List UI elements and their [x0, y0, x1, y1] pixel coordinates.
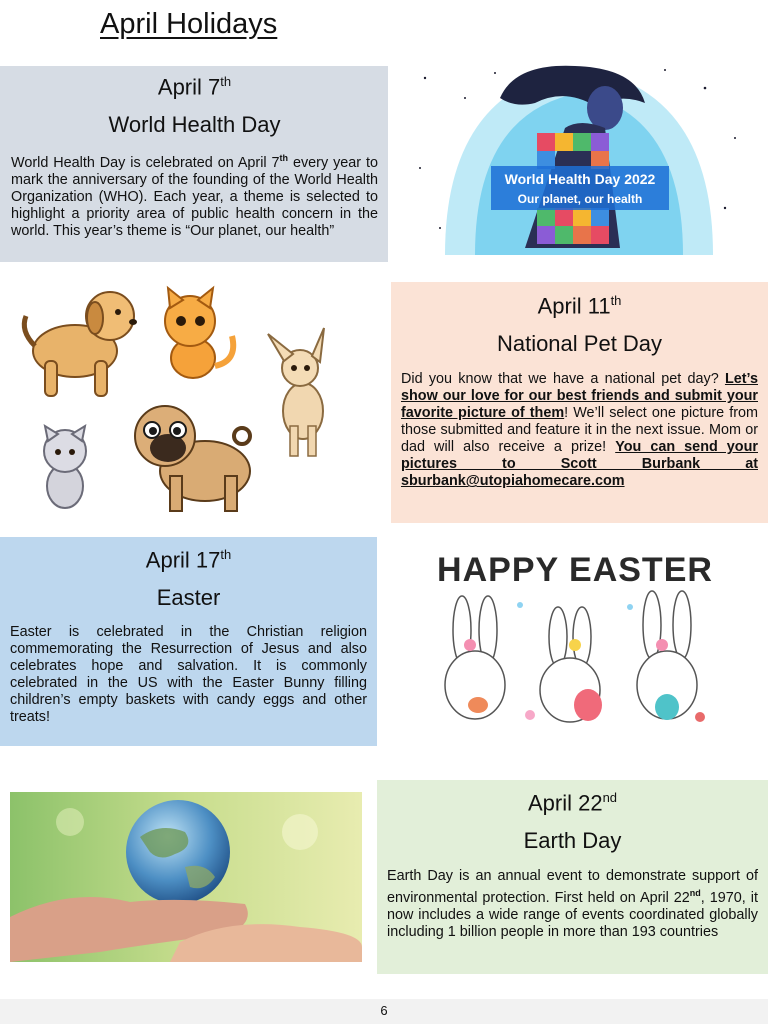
earth-day-panel — [377, 780, 768, 974]
grey-kitten-image — [44, 426, 86, 508]
happy-easter-banner: HAPPY EASTER — [437, 551, 713, 589]
bunny-middle — [540, 607, 602, 722]
easter-date: April 17th — [145, 547, 232, 573]
world-health-day-date: April 7th — [157, 74, 232, 100]
earth-day-date: April 22nd — [527, 790, 618, 816]
globe-in-hands-photo — [10, 792, 362, 962]
submission-email: You can send your pictures to Scott Burbank at sburbank@utopiahomecare.com — [401, 439, 758, 490]
puppy-image — [24, 292, 137, 396]
poster-subtitle: Our planet, our health — [517, 192, 643, 206]
earth-day-heading: Earth Day — [523, 828, 622, 854]
page-title: April Holidays — [100, 8, 278, 40]
page-number: 6 — [380, 1003, 388, 1018]
easter-panel — [0, 537, 377, 746]
national-pet-day-text: Did you know that we have a national pet day? Let’s show our love for our best friends and submit your favorite picture of them! We’ll select one picture from those submitted and feature it in the next issue. Mom or dad will also receive a prize! You can send your pictures to Scott Burbank at sburbank@utopiahomecare.com — [401, 371, 759, 490]
earth-day-text: Earth Day is an annual event to demonstrate support of environmental protection. First held on April 22nd, 1970, it now includes a wide range of events coordinated globally including 1 billion people in more than 193 countries — [387, 868, 759, 941]
bunny-right — [637, 591, 697, 720]
world-health-day-text: World Health Day is celebrated on April 7th every year to mark the anniversary of the founding of the World Health Organization (WHO). Each year, a theme is selected to highlight a priority area of public health concern in the world. This year’s theme is “Our planet, our health” — [11, 153, 378, 240]
easter-heading: Easter — [156, 585, 221, 611]
pug-image — [135, 406, 250, 511]
world-health-day-heading: World Health Day — [108, 112, 281, 138]
orange-kitten-image — [165, 288, 233, 378]
bunny-left — [445, 596, 505, 719]
chihuahua-image — [268, 328, 324, 456]
national-pet-day-heading: National Pet Day — [496, 331, 663, 357]
world-health-day-panel — [0, 66, 388, 262]
pets-illustration — [10, 276, 380, 521]
poster-title: World Health Day 2022 — [504, 171, 656, 187]
world-health-day-poster — [405, 58, 753, 255]
national-pet-day-panel — [391, 282, 768, 523]
easter-text: Easter is celebrated in the Christian religion commemorating the Resurrection of Jesus and also celebrates hope and salvation. It is commonly celebrated in the US with the Easter Bunny filling children’s empty baskets with candy eggs and other treats! — [10, 624, 367, 726]
national-pet-day-date: April 11th — [537, 293, 622, 319]
happy-easter-illustration — [430, 545, 720, 730]
